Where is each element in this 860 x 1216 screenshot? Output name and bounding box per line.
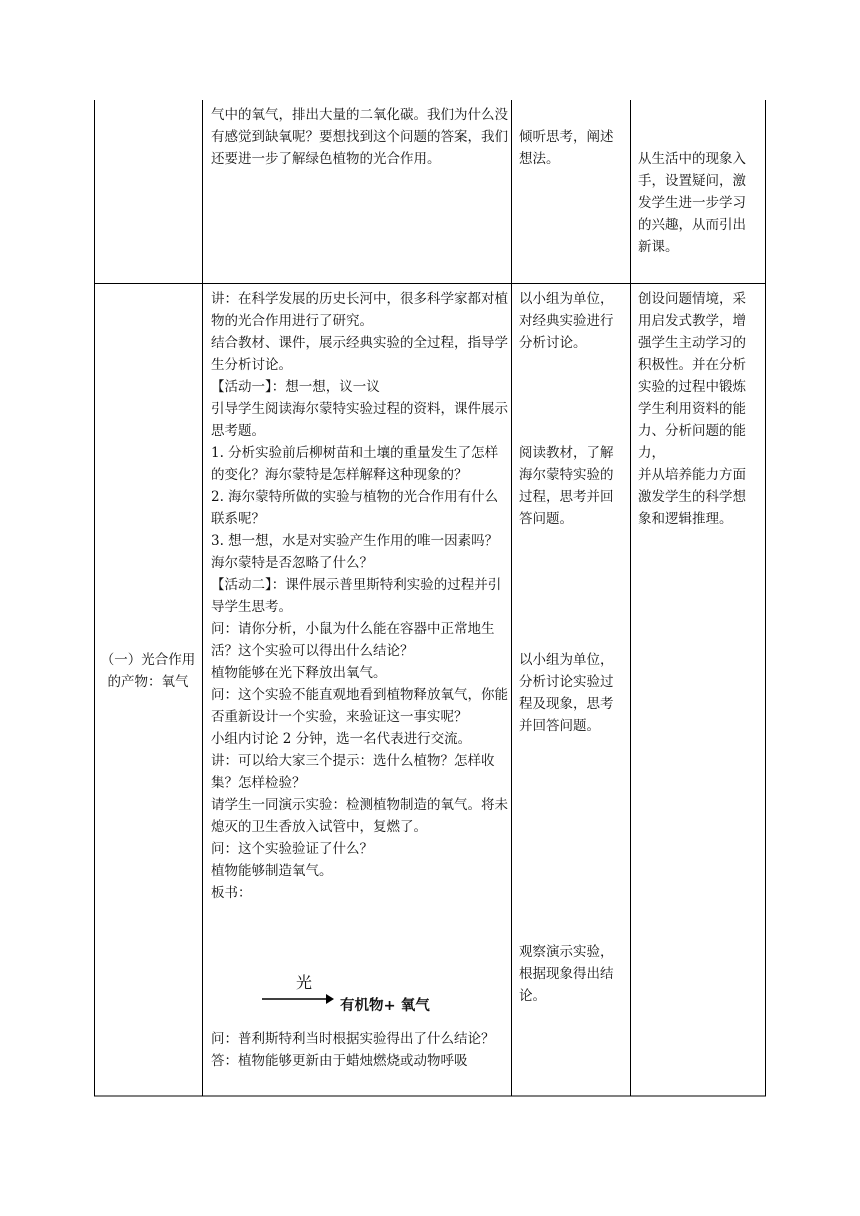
row2-design-intent: 创设问题情境，采用启发式教学，增强学生主动学习的积极性。并在分析实验的过程中锻炼学生利用资料的能力、分析问题的能力， 并从培养能力方面激发学生的科学想象和逻辑推理。 bbox=[638, 291, 746, 527]
row2-student-activity-3: 以小组为单位，分析讨论实验过程及现象，思考并回答问题。 bbox=[519, 652, 614, 734]
row2-teacher-activity-continued: 问：普利斯特利当时根据实验得出了什么结论？ 答：植物能够更新由于蜡烛燃烧或动物呼吸 bbox=[211, 1031, 495, 1069]
section-title: （一）光合作用的产物：氧气 bbox=[100, 652, 196, 690]
equation-condition: 光 bbox=[296, 973, 313, 992]
row1-teacher-activity: 气中的氧气，排出大量的二氧化碳。我们为什么没有感觉到缺氧呢？要想找到这个问题的答案，我们还要进一步了解绿色植物的光合作用。 bbox=[211, 107, 508, 167]
row1-design-intent: 从生活中的现象入手，设置疑问，激发学生进一步学习的兴趣，从而引出新课。 bbox=[638, 151, 746, 255]
equation-products: 有机物+ 氧气 bbox=[340, 998, 430, 1014]
board-equation bbox=[262, 970, 462, 1020]
arrow-icon bbox=[262, 992, 334, 1006]
row2-student-activity-4: 观察演示实验，根据现象得出结论。 bbox=[519, 944, 614, 1004]
row2-student-activity-1: 以小组为单位，对经典实验进行分析讨论。 bbox=[519, 291, 614, 351]
row1-student-activity: 倾听思考，阐述想法。 bbox=[519, 129, 614, 167]
row2-teacher-activity: 讲：在科学发展的历史长河中，很多科学家都对植物的光合作用进行了研究。 结合教材、课件，展示经典实验的全过程，指导学生分析讨论。 【活动一】：想一想，议一议 引导学生阅读海尔蒙特实验过程的资料，课件展示思考题。 1. 分析实验前后柳树苗和土壤的重量发生了怎样的变化？海尔蒙特是怎样解释这种现象的？ 2. 海尔蒙特所做的实验与植物的光合作用有什么联系呢？ 3. 想一想，水是对实验产生作用的唯一因素吗？海尔蒙特是否忽略了什么？ 【活动二】：课件展示普里斯特利实验的过程并引导学生思考。 问：请你分析，小鼠为什么能在容器中正常地生活？这个实验可以得出什么结论？ 植物能够在光下释放出氧气。 问：这个实验不能直观地看到植物释放氧气，你能否重新设计一个实验，来验证这一事实呢？ 小组内讨论 2 分钟，选一名代表进行交流。 讲：可以给大家三个提示：选什么植物？怎样收集？怎样检验？ 请学生一同演示实验：检测植物制造的氧气。将未熄灭的卫生香放入试管中，复燃了。 问：这个实验验证了什么？ 植物能够制造氧气。 板书： bbox=[211, 291, 508, 901]
row2-student-activity-2: 阅读教材，了解海尔蒙特实验的过程，思考并回答问题。 bbox=[519, 445, 614, 527]
